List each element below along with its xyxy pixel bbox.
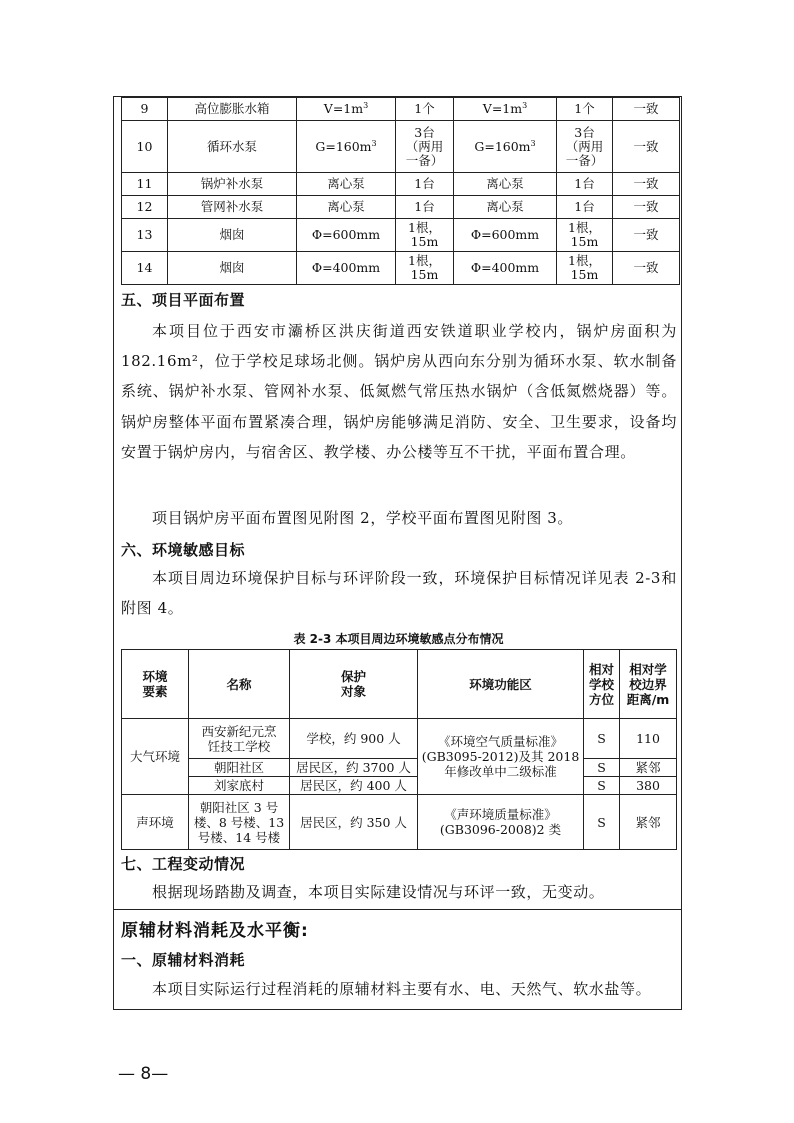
spec-actual-cell: 离心泵 [454,173,557,196]
qty-actual-cell: 3台 （两用 一备） [557,121,613,173]
table-header-row [122,650,677,719]
table-row [122,121,680,173]
header-position: 相对 学校 方位 [584,650,620,719]
table-row [122,196,680,219]
qty-eia-cell: 1台 [396,196,454,219]
page-number: — 8— [118,1064,169,1084]
spec-eia-cell: $G=160m^3$ [297,121,396,173]
name-cell: 西安新纪元烹 饪技工学校 [189,719,290,759]
materials-title: 原辅材料消耗及水平衡: [121,921,309,941]
row-number-cell: 10 [122,121,168,173]
section-5-paragraph-2: 项目锅炉房平面布置图见附图 2，学校平面布置图见附图 3。 [152,509,574,527]
sensitive-targets-table [121,649,677,850]
consistency-cell: 一致 [613,173,680,196]
spec-actual-cell: 离心泵 [454,196,557,219]
equipment-name-cell: 管网补水泵 [168,196,297,219]
consistency-cell: 一致 [613,98,680,121]
spec-actual-cell: $V=1m^3$ [454,98,557,121]
table-row [122,252,680,285]
position-cell: S [584,759,620,777]
name-cell: 朝阳社区 3 号 楼、8 号楼、13 号楼、14 号楼 [189,795,290,850]
row-number-cell: 9 [122,98,168,121]
qty-actual-cell: 1个 [557,98,613,121]
header-distance: 相对学 校边界 距离/m [620,650,677,719]
row-number-cell: 14 [122,252,168,285]
qty-eia-cell: 1根， 15m [396,252,454,285]
distance-cell: 380 [620,777,677,795]
equipment-name-cell: 烟囱 [168,219,297,252]
equipment-name-cell: 循环水泵 [168,121,297,173]
qty-eia-cell: 1个 [396,98,454,121]
spec-eia-cell: 离心泵 [297,196,396,219]
section-divider [114,909,681,910]
spec-actual-cell: Φ=400mm [454,252,557,285]
spec-eia-cell: $V=1m^3$ [297,98,396,121]
distance-cell: 紧邻 [620,795,677,850]
section-5-heading: 五、项目平面布置 [121,291,246,309]
qty-actual-cell: 1根， 15m [557,252,613,285]
name-cell: 刘家底村 [189,777,290,795]
air-element-cell: 大气环境 [122,719,189,795]
materials-heading: 一、原辅材料消耗 [121,951,246,969]
section-7-heading: 七、工程变动情况 [121,855,246,873]
materials-paragraph: 本项目实际运行过程消耗的原辅材料主要有水、电、天然气、软水盐等。 [152,980,652,998]
noise-zone-cell: 《声环境质量标准》 (GB3096-2008)2 类 [418,795,584,850]
spec-eia-cell: 离心泵 [297,173,396,196]
header-element: 环境 要素 [122,650,189,719]
consistency-cell: 一致 [613,121,680,173]
spec-actual-cell: $G=160m^3$ [454,121,557,173]
equipment-table [121,97,680,285]
equipment-name-cell: 烟囱 [168,252,297,285]
consistency-cell: 一致 [613,196,680,219]
spec-eia-cell: Φ=600mm [297,219,396,252]
header-object: 保护 对象 [290,650,418,719]
position-cell: S [584,777,620,795]
qty-actual-cell: 1根， 15m [557,219,613,252]
distance-cell: 110 [620,719,677,759]
table-row [122,98,680,121]
section-7-paragraph: 根据现场踏勘及调查，本项目实际建设情况与环评一致，无变动。 [152,883,605,901]
row-number-cell: 12 [122,196,168,219]
consistency-cell: 一致 [613,252,680,285]
row-number-cell: 11 [122,173,168,196]
section-5-paragraph-1: 本项目位于西安市灞桥区洪庆街道西安铁道职业学校内，锅炉房面积为182.16m²，位于学校足球场北侧。锅炉房从西向东分别为循环水泵、软水制备系统、锅炉补水泵、管网补水泵、低氮燃气常压热水锅炉（含低氮燃烧器）等。锅炉房整体平面布置紧凑合理，锅炉房能够满足消防、安全、卫生要求，设备均安置于锅炉房内，与宿舍区、教学楼、办公楼等互不干扰，平面布置合理。 [121,322,677,461]
qty-eia-cell: 3台 （两用 一备） [396,121,454,173]
position-cell: S [584,795,620,850]
object-cell: 居民区，约 3700 人 [290,759,418,777]
qty-eia-cell: 1台 [396,173,454,196]
row-number-cell: 13 [122,219,168,252]
section-6-heading: 六、环境敏感目标 [121,541,246,559]
section-6-paragraph: 本项目周边环境保护目标与环评阶段一致，环境保护目标情况详见表 2-3和附图 4。 [121,569,677,618]
qty-actual-cell: 1台 [557,196,613,219]
table-row [122,719,677,759]
equipment-name-cell: 高位膨胀水箱 [168,98,297,121]
table-2-3-caption: 表 2-3 本项目周边环境敏感点分布情况 [293,632,504,646]
object-cell: 学校，约 900 人 [290,719,418,759]
table-row [122,219,680,252]
spec-eia-cell: Φ=400mm [297,252,396,285]
header-name: 名称 [189,650,290,719]
spec-actual-cell: Φ=600mm [454,219,557,252]
equipment-name-cell: 锅炉补水泵 [168,173,297,196]
name-cell: 朝阳社区 [189,759,290,777]
table-row [122,759,677,777]
table-row [122,777,677,795]
distance-cell: 紧邻 [620,759,677,777]
content-frame [113,96,682,1010]
noise-element-cell: 声环境 [122,795,189,850]
object-cell: 居民区，约 350 人 [290,795,418,850]
object-cell: 居民区，约 400 人 [290,777,418,795]
air-zone-cell: 《环境空气质量标准》 (GB3095-2012)及其 2018 年修改单中二级标准 [418,719,584,795]
header-zone: 环境功能区 [418,650,584,719]
consistency-cell: 一致 [613,219,680,252]
qty-eia-cell: 1根， 15m [396,219,454,252]
position-cell: S [584,719,620,759]
qty-actual-cell: 1台 [557,173,613,196]
table-row [122,173,680,196]
table-row [122,795,677,850]
